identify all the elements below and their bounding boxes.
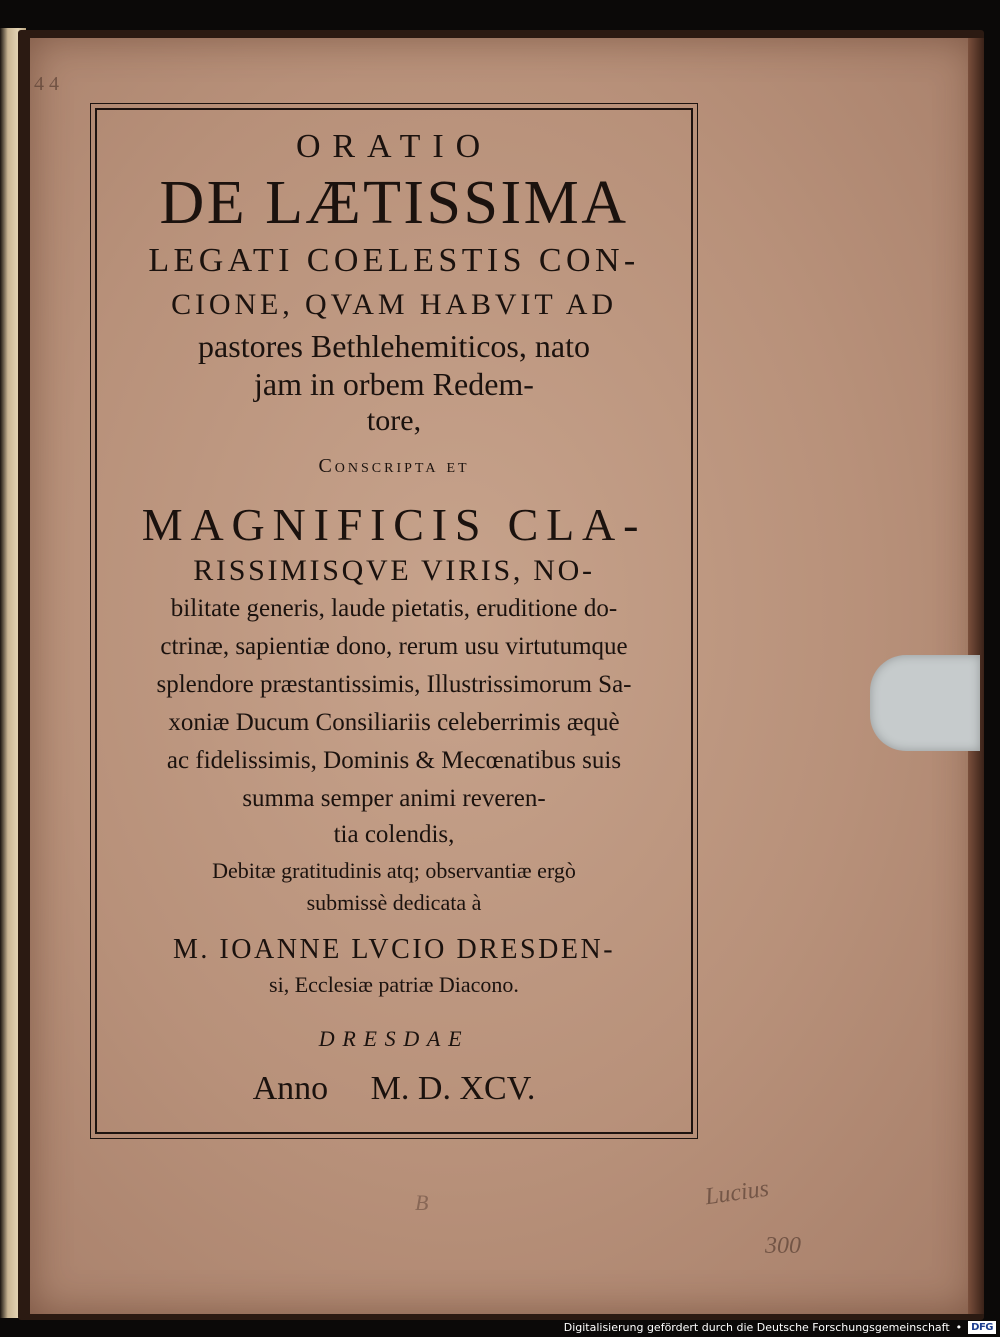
title-line-8: Conscripta et (318, 455, 470, 477)
title-line-13: splendore præstantissimis, Illustrissimorum Sa- (156, 671, 632, 698)
title-line-9: MAGNIFICIS CLA- (141, 499, 647, 550)
title-line-14: xoniæ Ducum Consiliariis celeberrimis æquè (168, 709, 620, 736)
title-line-17: tia colendis, (333, 821, 455, 848)
title-line-7: tore, (366, 404, 422, 437)
title-line-15: ac fidelissimis, Dominis & Mecœnatibus suis (166, 747, 622, 774)
title-line-12: ctrinæ, sapientiæ dono, rerum usu virtutumque (160, 633, 628, 660)
handwritten-shelfmark: 300 (765, 1233, 801, 1259)
title-line-23: Anno M. D. XCV. (252, 1070, 536, 1107)
title-line-19: submissè dedicata à (306, 890, 482, 915)
margin-handwriting: 4 4 (34, 73, 59, 95)
digitization-footer (0, 1317, 1000, 1337)
title-line-21: si, Ecclesiæ patriæ Diacono. (269, 972, 519, 997)
title-line-18: Debitæ gratitudinis atq; observantiæ ergò (212, 858, 576, 883)
title-line-6: jam in orbem Redem- (254, 366, 534, 402)
bookmark-tab (870, 655, 980, 751)
title-frame (95, 108, 693, 1134)
title-line-2: DE LÆTISSIMA (159, 169, 629, 237)
title-line-3: LEGATI COELESTIS CON- (148, 242, 640, 279)
title-line-4: CIONE, QVAM HABVIT AD (171, 288, 617, 321)
title-line-20: M. IOANNE LVCIO DRESDEN- (172, 934, 616, 965)
pencil-mark: B (415, 1190, 429, 1215)
handwritten-signature: Lucius (703, 1175, 771, 1211)
title-line-11: bilitate generis, laude pietatis, eruditione do- (170, 595, 618, 622)
footer-bullet: • (955, 1320, 963, 1334)
title-line-1: ORATIO (295, 128, 493, 165)
dfg-logo: DFG (968, 1321, 996, 1334)
title-line-5: pastores Bethlehemiticos, nato (198, 328, 590, 364)
title-line-22: DRESDAE (318, 1026, 470, 1051)
footer-credit: Digitalisierung gefördert durch die Deutsche Forschungsgemeinschaft (563, 1320, 950, 1334)
title-line-10: RISSIMISQVE VIRIS, NO- (193, 554, 595, 587)
title-line-16: summa semper animi reveren- (242, 785, 546, 812)
